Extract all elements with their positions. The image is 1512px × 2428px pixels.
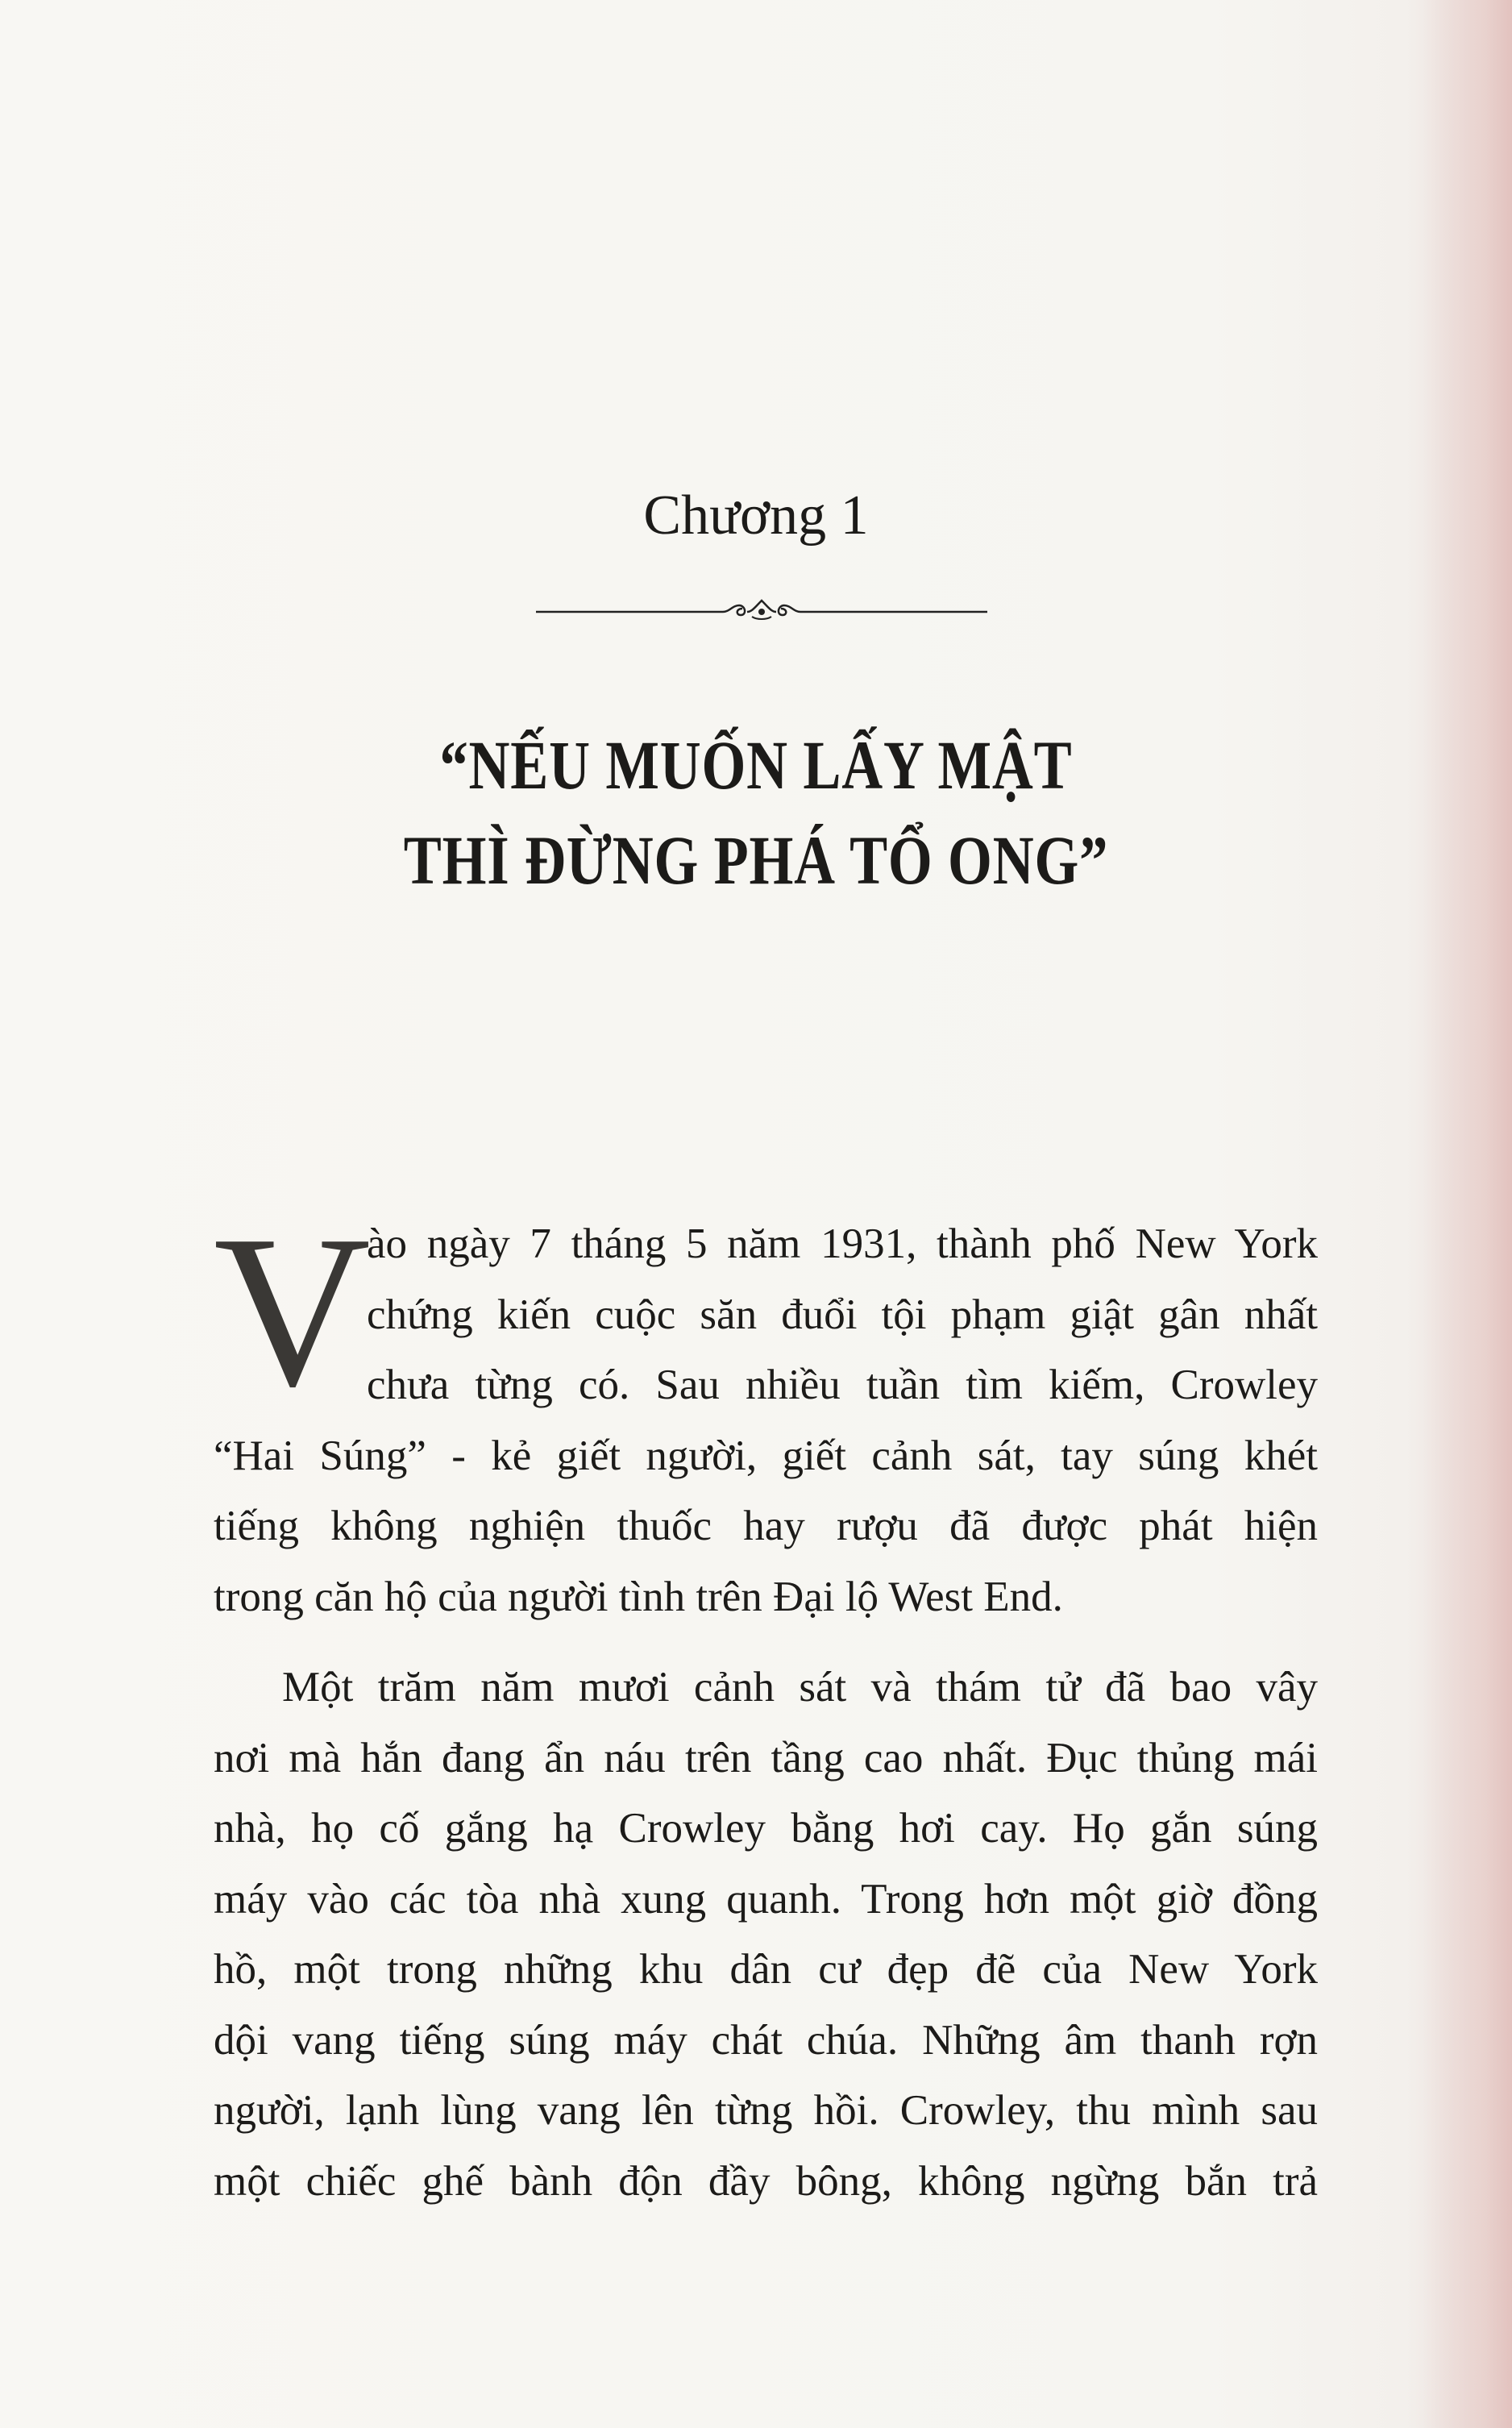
text-line: Một trăm năm mươi cảnh sát và thám tử đã bao vây <box>282 1664 1318 1711</box>
text-line: người, lạnh lùng vang lên từng hồi. Crowley, thu mình sau <box>214 2087 1318 2134</box>
text-line: một chiếc ghế bành độn đầy bông, không ngừng bắn trả <box>214 2157 1318 2205</box>
paragraph-2 <box>214 1653 1318 2217</box>
scroll-flourish-icon <box>536 592 987 625</box>
text-line: chưa từng có. Sau nhiều tuần tìm kiếm, Crowley <box>367 1362 1318 1408</box>
text-line: máy vào các tòa nhà xung quanh. Trong hơn một giờ đồng <box>214 1875 1318 1923</box>
text-line: ào ngày 7 tháng 5 năm 1931, thành phố New York <box>367 1220 1318 1267</box>
chapter-label: Chương 1 <box>643 484 869 547</box>
chapter-title-line-1: “NẾU MUỐN LẤY MẬT <box>439 726 1073 804</box>
text-line: dội vang tiếng súng máy chát chúa. Những âm thanh rợn <box>214 2016 1318 2064</box>
text-line: hồ, một trong những khu dân cư đẹp đẽ của New York <box>214 1946 1318 1993</box>
page-edge-tint <box>1423 0 1512 2428</box>
drop-cap: V <box>214 1191 371 1432</box>
text-line: tiếng không nghiện thuốc hay rượu đã được phát hiện <box>214 1503 1318 1549</box>
chapter-title-line-2: THÌ ĐỪNG PHÁ TỔ ONG” <box>403 821 1109 899</box>
text-line: chứng kiến cuộc săn đuổi tội phạm giật gân nhất <box>367 1291 1318 1338</box>
text-line: nhà, họ cố gắng hạ Crowley bằng hơi cay. Họ gắn súng <box>214 1805 1318 1852</box>
paragraph-1 <box>214 1191 1318 1632</box>
text-line: “Hai Súng” - kẻ giết người, giết cảnh sát, tay súng khét <box>214 1432 1318 1479</box>
chapter-title <box>136 717 1376 908</box>
text-line: nơi mà hắn đang ẩn náu trên tầng cao nhất. Đục thủng mái <box>214 1734 1318 1782</box>
text-line: trong căn hộ của người tình trên Đại lộ West End. <box>214 1573 1063 1620</box>
body-text <box>214 1191 1318 2217</box>
